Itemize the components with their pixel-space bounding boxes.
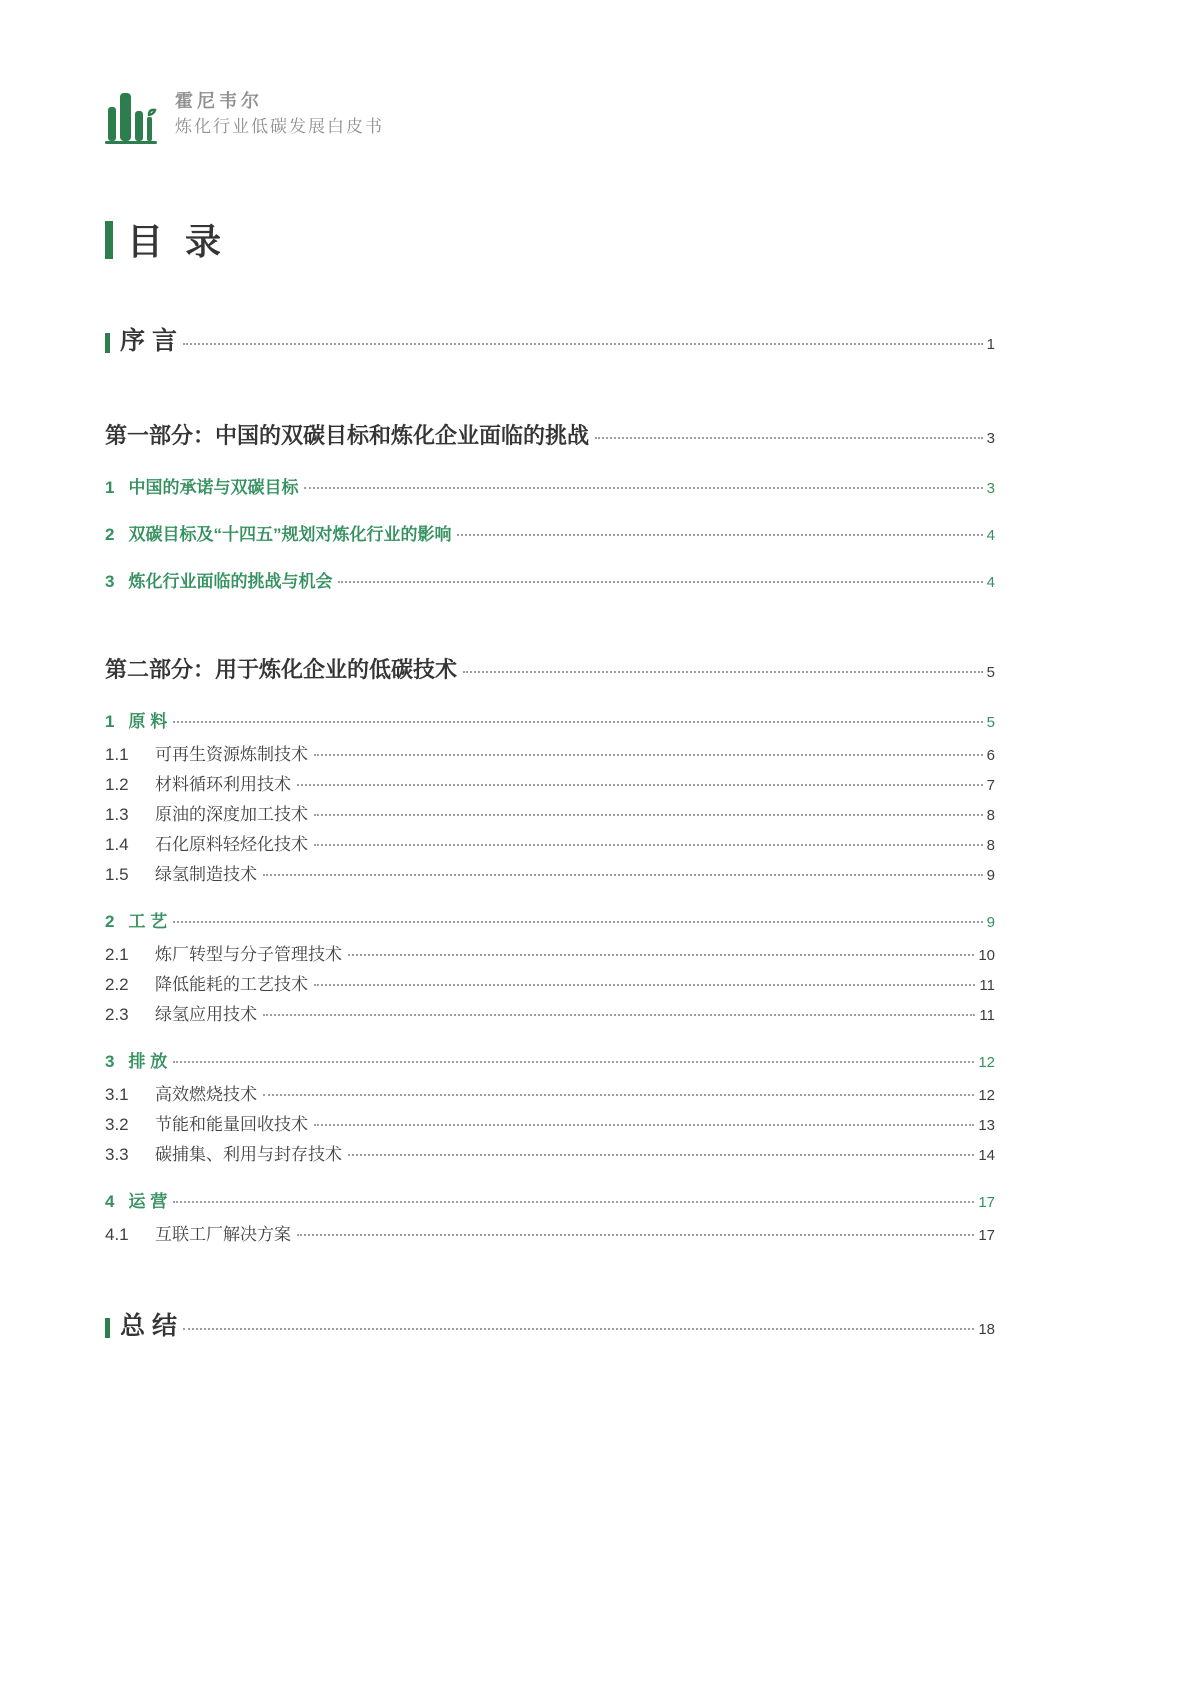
toc-entry-label: 绿氢应用技术 [155, 1005, 257, 1024]
dotted-leader [173, 1061, 974, 1063]
toc-entry-page: 18 [978, 1321, 995, 1338]
toc-row[interactable] [105, 740, 995, 770]
toc-entry-label: 炼厂转型与分子管理技术 [155, 945, 342, 964]
toc-entry-number: 1 [105, 478, 115, 497]
toc-entry-number: 2.2 [105, 975, 129, 994]
toc-entry-page: 8 [986, 807, 995, 824]
toc-entry-label: 高效燃烧技术 [155, 1085, 257, 1104]
toc-title-text: 目 录 [127, 221, 228, 262]
toc-entry-label: 第一部分：中国的双碳目标和炼化企业面临的挑战 [105, 423, 590, 448]
brand-text-block [175, 85, 384, 140]
toc-row[interactable] [105, 907, 995, 937]
dotted-leader [173, 721, 982, 723]
toc-entry-label: 互联工厂解决方案 [155, 1225, 291, 1244]
toc-row[interactable] [105, 567, 995, 597]
toc-row[interactable] [105, 830, 995, 860]
toc-entry-page: 11 [979, 977, 995, 994]
toc-entry-label: 序 言 [120, 327, 177, 355]
toc-entry-label: 降低能耗的工艺技术 [155, 975, 308, 994]
toc-entry-number: 3 [105, 1052, 115, 1071]
toc-entry-page: 11 [979, 1007, 995, 1024]
toc-entry-page: 3 [986, 480, 995, 497]
toc-entry-number: 3.3 [105, 1145, 129, 1164]
toc-entry-number: 2 [105, 525, 115, 544]
dotted-leader [173, 921, 982, 923]
toc-row[interactable] [105, 1080, 995, 1110]
toc-entry-page: 6 [986, 747, 995, 764]
toc-entry-page: 3 [986, 430, 995, 447]
brand-header [105, 85, 995, 150]
toc-entry-label: 工 艺 [128, 912, 168, 931]
toc-entry-number: 1.1 [105, 745, 129, 764]
dotted-leader [595, 437, 983, 439]
dotted-leader [263, 1014, 975, 1016]
refinery-towers-icon [105, 85, 161, 150]
toc-entry-label: 双碳目标及“十四五”规划对炼化行业的影响 [128, 525, 452, 544]
toc-entry-number: 1 [105, 712, 115, 731]
toc-entry-number: 1.5 [105, 865, 129, 884]
dotted-leader [314, 814, 983, 816]
toc-entry-page: 5 [986, 714, 995, 731]
dotted-leader [173, 1201, 974, 1203]
toc-entry-page: 5 [986, 664, 995, 681]
toc-entry-number: 1.3 [105, 805, 129, 824]
toc-entry-number: 1.4 [105, 835, 129, 854]
dotted-leader [338, 581, 982, 583]
toc-entry-page: 7 [986, 777, 995, 794]
toc-entry-number: 2.3 [105, 1005, 129, 1024]
chapter-accent-bar [105, 1318, 110, 1338]
dotted-leader [304, 487, 982, 489]
toc-row[interactable] [105, 419, 995, 456]
toc-entry-number: 4.1 [105, 1225, 129, 1244]
toc-entry-label: 原 料 [128, 712, 168, 731]
toc-row[interactable] [105, 800, 995, 830]
dotted-leader [183, 343, 983, 345]
dotted-leader [183, 1328, 974, 1330]
toc-row[interactable] [105, 940, 995, 970]
toc-entry-label: 排 放 [128, 1052, 168, 1071]
dotted-leader [348, 954, 974, 956]
toc-entry-number: 2 [105, 912, 115, 931]
toc-row[interactable] [105, 653, 995, 690]
toc-row[interactable] [105, 1187, 995, 1217]
title-accent-bar [105, 221, 113, 259]
dotted-leader [348, 1154, 974, 1156]
toc-row[interactable] [105, 1140, 995, 1170]
dotted-leader [263, 874, 983, 876]
toc-row[interactable] [105, 970, 995, 1000]
toc-entry-number: 2.1 [105, 945, 129, 964]
toc-row[interactable] [105, 770, 995, 800]
dotted-leader [314, 754, 983, 756]
toc-entry-number: 3 [105, 572, 115, 591]
toc-entry-label: 运 营 [128, 1192, 168, 1211]
toc-entry-label: 材料循环利用技术 [155, 775, 291, 794]
chapter-accent-bar [105, 333, 110, 353]
toc-entry-page: 10 [978, 947, 995, 964]
toc-entry-label: 碳捕集、利用与封存技术 [155, 1145, 342, 1164]
toc-title [105, 214, 995, 265]
toc-row[interactable] [105, 1110, 995, 1140]
toc-row[interactable] [105, 323, 995, 363]
toc-entry-page: 9 [986, 914, 995, 931]
dotted-leader [314, 844, 983, 846]
toc-entry-label: 炼化行业面临的挑战与机会 [128, 572, 333, 591]
dotted-leader [463, 671, 983, 673]
dotted-leader [263, 1094, 974, 1096]
toc-row[interactable] [105, 473, 995, 503]
brand-subtitle: 炼化行业低碳发展白皮书 [175, 117, 384, 137]
toc-row[interactable] [105, 1308, 995, 1348]
toc-entry-page: 12 [978, 1054, 995, 1071]
toc-entry-page: 17 [978, 1194, 995, 1211]
toc-entry-label: 原油的深度加工技术 [155, 805, 308, 824]
toc-row[interactable] [105, 520, 995, 550]
toc-entry-label: 绿氢制造技术 [155, 865, 257, 884]
toc-entry-label: 第二部分：用于炼化企业的低碳技术 [105, 657, 458, 682]
toc-list [105, 323, 995, 1348]
toc-entry-label: 可再生资源炼制技术 [155, 745, 308, 764]
toc-entry-page: 4 [986, 574, 995, 591]
brand-name: 霍尼韦尔 [175, 91, 263, 111]
toc-entry-page: 14 [978, 1147, 995, 1164]
toc-entry-label: 石化原料轻烃化技术 [155, 835, 308, 854]
toc-entry-page: 1 [986, 336, 995, 353]
toc-row[interactable] [105, 860, 995, 890]
toc-entry-page: 8 [986, 837, 995, 854]
toc-entry-label: 节能和能量回收技术 [155, 1115, 308, 1134]
toc-row[interactable] [105, 1000, 995, 1030]
toc-entry-number: 1.2 [105, 775, 129, 794]
toc-entry-label: 总 结 [120, 1312, 177, 1340]
toc-entry-page: 4 [986, 527, 995, 544]
dotted-leader [314, 1124, 974, 1126]
toc-entry-page: 13 [978, 1117, 995, 1134]
toc-entry-page: 9 [986, 867, 995, 884]
toc-entry-page: 12 [978, 1087, 995, 1104]
toc-entry-number: 3.1 [105, 1085, 129, 1104]
dotted-leader [314, 984, 975, 986]
toc-entry-label: 中国的承诺与双碳目标 [128, 478, 299, 497]
toc-entry-number: 4 [105, 1192, 115, 1211]
toc-row[interactable] [105, 707, 995, 737]
dotted-leader [457, 534, 982, 536]
toc-entry-page: 17 [978, 1227, 995, 1244]
toc-row[interactable] [105, 1047, 995, 1077]
dotted-leader [297, 784, 983, 786]
dotted-leader [297, 1234, 974, 1236]
toc-row[interactable] [105, 1220, 995, 1250]
toc-entry-number: 3.2 [105, 1115, 129, 1134]
